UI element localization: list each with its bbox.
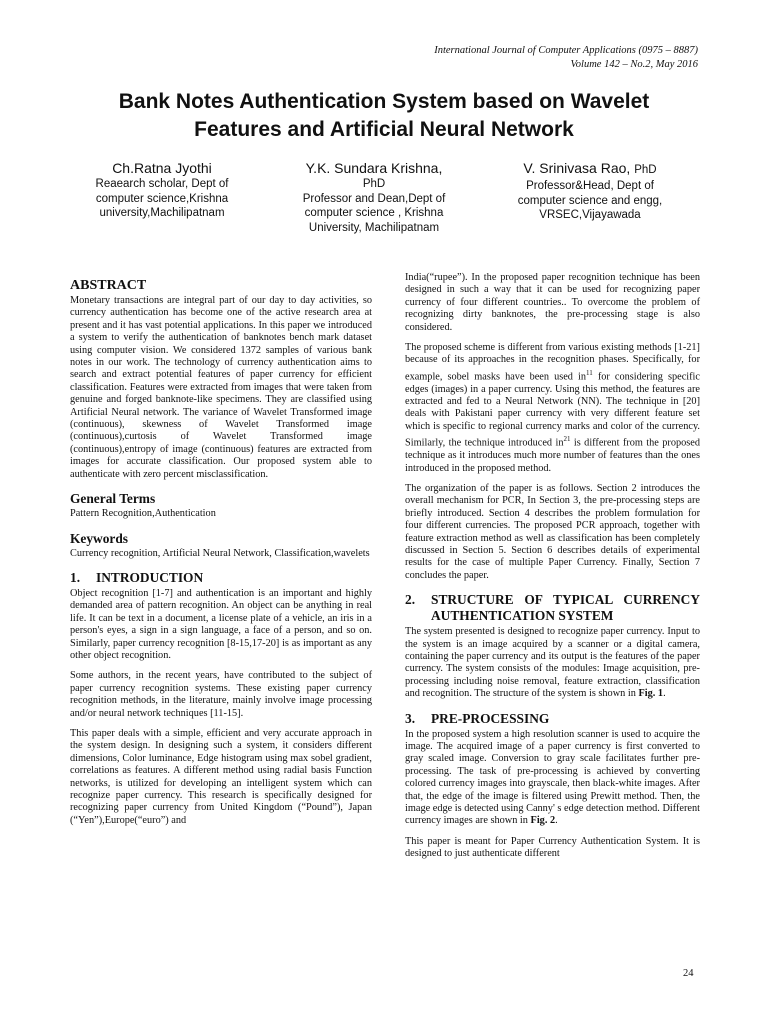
- right-column: [405, 272, 700, 869]
- title-line-1: Bank Notes Authentication System based on Wavelet: [118, 90, 650, 113]
- title-line-2: Features and Artificial Neural Network: [194, 118, 574, 141]
- author-3: [480, 160, 700, 223]
- reference-superscript: 21: [563, 435, 571, 444]
- general-terms-heading: General Terms: [70, 491, 156, 507]
- section-title: INTRODUCTION: [96, 569, 204, 585]
- author-affiliation-line: computer science,Krishna: [95, 192, 229, 205]
- left-column: [70, 272, 372, 835]
- author-affiliation-line: Professor&Head, Dept of: [526, 180, 654, 192]
- abstract-text: Monetary transactions are integral part of our day to day activities, so currency authentication has become one of the active research area at present and it has vast potential applications. In this paper we introduced a system to verify the authentication of banknotes bench mark dataset using computer vision. We considered 1372 samples of various bank notes in our work. The technology of currency authentication aims to search and extract potential features of paper currency for efficient classification. Features were extracted from images that were taken from genuine and forged banknote-like specimens. They are classified using Artificial Neural network. The variance of Wavelet Transformed image (continuous), skewness of Wavelet Transformed image (continuous),curtosis of Wavelet Transformed image (continuous),entropy of image (continuous) features are extracted from images for accurate classification. Our proposed system able to authenticate with zero percent misclassification.: [70, 295, 372, 480]
- author-1: [52, 160, 272, 221]
- figure-reference: Fig. 2: [530, 815, 556, 827]
- proposed-scheme-paragraph: [405, 342, 700, 475]
- section-title: STRUCTURE OF TYPICAL CURRENCY AUTHENTICATION SYSTEM: [431, 592, 700, 624]
- organization-paragraph: The organization of the paper is as follows. Section 2 introduces the overall mechanism for PCR, In Section 3, the pre-processing steps are briefly introduced. Section 4 describes the problem formulation for four different currencies. The proposed PCR approach, together with feature extraction method as well as classification has been completely discussed in Section 5. Section 6 describes details of experimental results for the case of multiple Paper Currency. Finally, Section 7 concludes the paper.: [405, 482, 700, 581]
- author-affiliation-line: computer science , Krishna: [304, 207, 444, 219]
- abstract-heading: ABSTRACT: [70, 278, 147, 293]
- journal-volume: Volume 142 – No.2, May 2016: [570, 59, 698, 70]
- paper-title: [40, 88, 728, 144]
- section-title: PRE-PROCESSING: [431, 710, 550, 726]
- introduction-paragraph-2: Some authors, in the recent years, have contributed to the subject of paper currency recognition systems. These existing paper currency recognition methods, in the literature, mainly involve image processing and/or neural network techniques [11-15].: [70, 670, 372, 719]
- general-terms-text: Pattern Recognition,Authentication: [70, 508, 216, 520]
- author-name: Ch.Ratna Jyothi: [112, 160, 212, 176]
- keywords-text: Currency recognition, Artificial Neural Network, Classification,wavelets: [70, 547, 370, 559]
- reference-superscript: 11: [586, 368, 593, 377]
- author-affiliation-line: VRSEC,Vijayawada: [539, 209, 641, 221]
- text-segment: .: [555, 815, 558, 827]
- introduction-paragraph-3: This paper deals with a simple, efficient and very accurate approach in the system design. In designing such a system, it considers different dimensions, Color luminance, Edge histogram using max sobel gradient, correlations as features. A different method using radial basis Function networks, is utilized for developing an intelligent system which can recognize paper currency. This research is specifically designed for recognizing paper currency from United Kingdom (“Pound”), Japan (“Yen”),Europe(“euro”) and: [70, 727, 372, 826]
- author-affiliation-line: University, Machilipatnam: [308, 221, 440, 234]
- section-number: 3.: [405, 710, 416, 726]
- keywords-heading: Keywords: [70, 530, 129, 546]
- page-number: 24: [683, 968, 694, 979]
- introduction-heading: [70, 570, 372, 586]
- author-affiliation-line: PhD: [362, 178, 386, 190]
- text-segment: In the proposed system a high resolution scanner is used to acquire the image. The acquired image of a paper currency is first converted to gray scaled image. Conversion to gray scale facilitates further pre-processing. The task of pre-processing is achieved by converting colored currency images into grayscale, then black-white images. After that, the edge of the image is filtered using Prewitt method. Then, the image edge is detected using Canny' s edge detection method. Different currency images are shown in: [405, 728, 700, 827]
- text-segment: is different from the proposed technique as it introduces much more number of features than the ones introduced in the proposed method.: [405, 437, 700, 474]
- journal-header: [434, 44, 698, 72]
- author-name: V. Srinivasa Rao,: [523, 160, 631, 176]
- author-affiliation-line: Professor and Dean,Dept of: [302, 192, 446, 205]
- text-segment: The system presented is designed to recognize paper currency. Input to the system is an image acquired by a scanner or a digital camera, containing the paper currency and its output is the features of the paper currency. The system consists of the modules: Image acquisition, pre-processing including noise removal, feature extraction, classification and recognition. The structure of the system is shown in: [405, 626, 700, 700]
- author-affiliation-line: university,Machilipatnam: [99, 207, 225, 219]
- intro-continued-paragraph: India(“rupee”). In the proposed paper recognition technique has been designed in such a way that it can be used for recognizing paper currency of four different countries.. To overcome the problem of recognizing dirty banknotes, the pre-processing stage is also considered.: [405, 272, 700, 333]
- author-degree: PhD: [634, 164, 657, 176]
- figure-reference: Fig. 1: [638, 688, 664, 700]
- author-affiliation-line: Reaearch scholar, Dept of: [95, 178, 229, 190]
- author-name-line: [480, 160, 700, 179]
- author-2: [264, 160, 484, 235]
- text-segment: The proposed scheme is different from various existing methods [1-21] because of its approaches in the recognition phases. Specifically, for example, sobel masks have been used in: [405, 342, 700, 383]
- text-segment: for considering specific edges (images) in a paper currency. Using this method, the features are extracted and fed to a Neural Network (NN). The technique in [20] deals with Pakistani paper currency with very different feature set which is specific to regional currency marks and color of the currency. Similarly, the technique introduced in: [405, 371, 700, 449]
- text-segment: .: [663, 688, 666, 700]
- author-name: Y.K. Sundara Krishna,: [305, 160, 443, 176]
- section-number: 1.: [70, 569, 81, 585]
- section-3-paragraph-2: This paper is meant for Paper Currency Authentication System. It is designed to just authenticate different: [405, 835, 700, 860]
- journal-name: International Journal of Computer Applications (0975 – 8887): [434, 45, 698, 56]
- section-2-heading: [405, 592, 700, 624]
- author-affiliation-line: computer science and engg,: [517, 194, 663, 207]
- section-3-heading: [405, 711, 700, 727]
- section-2-text: [405, 626, 700, 700]
- introduction-paragraph-1: Object recognition [1-7] and authentication is an important and highly demanded area of pattern recognition. An object can be anything in real life. It can be text in a document, a license plate of a vehicle, an iris in a person's eyes, a sign in a sign language, a face of a person, and so on. Similarly, paper currency recognition [8-15,17-20] is as important as any other object recognition.: [70, 587, 372, 661]
- section-number: 2.: [405, 592, 416, 608]
- section-3-text: [405, 729, 700, 828]
